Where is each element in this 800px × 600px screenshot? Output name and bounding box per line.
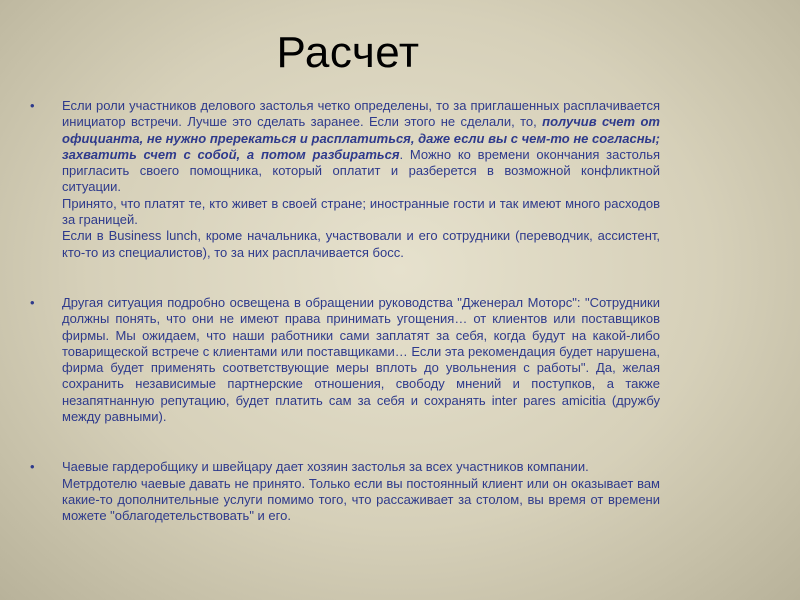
bullet-marker-icon: •	[30, 459, 35, 475]
paragraph-general-motors-policy: Другая ситуация подробно освещена в обращении руководства "Дженерал Моторс": "Сотрудники должны понять, что они не имеют права принимать угощения… от клиентов или поставщиков фирмы. Мы ожидаем, что наши работники сами заплатят за себя, когда будут на какой-либо товарищеской встрече с клиентами или поставщиками… Если эта рекомендация будет нарушена, фирма будет применять соответствующие меры вплоть до увольнения с работы". Да, желая сохранить независимые партнерские отношения, свободу мнений и поступков, а также незапятнанную репутацию, будет платить сам за себя и сохранять inter pares amicitia (дружбу между равными).	[62, 294, 660, 425]
paragraph-inviter-pays	[62, 98, 660, 196]
bullet-item-general-motors	[30, 295, 660, 425]
paragraph-cloakroom-tips: Чаевые гардеробщику и швейцару дает хозяин застолья за всех участников компании.	[62, 459, 589, 475]
emphasized-advice: получив счет от официанта, не нужно пререкаться и расплатиться, даже если вы с чем-то не согласны; захватить счет с собой, а потом разбираться	[62, 114, 660, 162]
paragraph-business-lunch: Если в Business lunch, кроме начальника, участвовали и его сотрудники (переводчик, ассистент, кто-то из специалистов), то за них расплачивается босс.	[62, 228, 660, 260]
bullet-list	[30, 98, 660, 559]
bullet-item-payment-roles	[30, 98, 660, 261]
bullet-marker-icon: •	[30, 98, 35, 113]
text-segment: . Можно ко времени окончания застолья пригласить своего помощника, который оплатит и разберется в возможной конфликтной ситуации.	[62, 146, 661, 195]
text-segment: Если роли участников делового застолья четко определены, то за приглашенных расплачивается инициатор встречи. Лучше это сделать заранее. Если этого не сделали, то,	[62, 98, 660, 130]
bullet-marker-icon: •	[30, 294, 35, 310]
paragraph-maitre-d-tips: Метрдотелю чаевые давать не принято. Только если вы постоянный клиент или он оказывает вам какие-то дополнительные услуги помимо того, что рассаживает за столом, вы время от времени можете "облагодетельствовать" и его.	[62, 475, 660, 524]
bullet-item-tips	[30, 459, 660, 524]
paragraph-residents-pay: Принято, что платят те, кто живет в своей стране; иностранные гости и так имеют много расходов за границей.	[62, 195, 660, 228]
slide-title: Расчет	[276, 28, 420, 77]
